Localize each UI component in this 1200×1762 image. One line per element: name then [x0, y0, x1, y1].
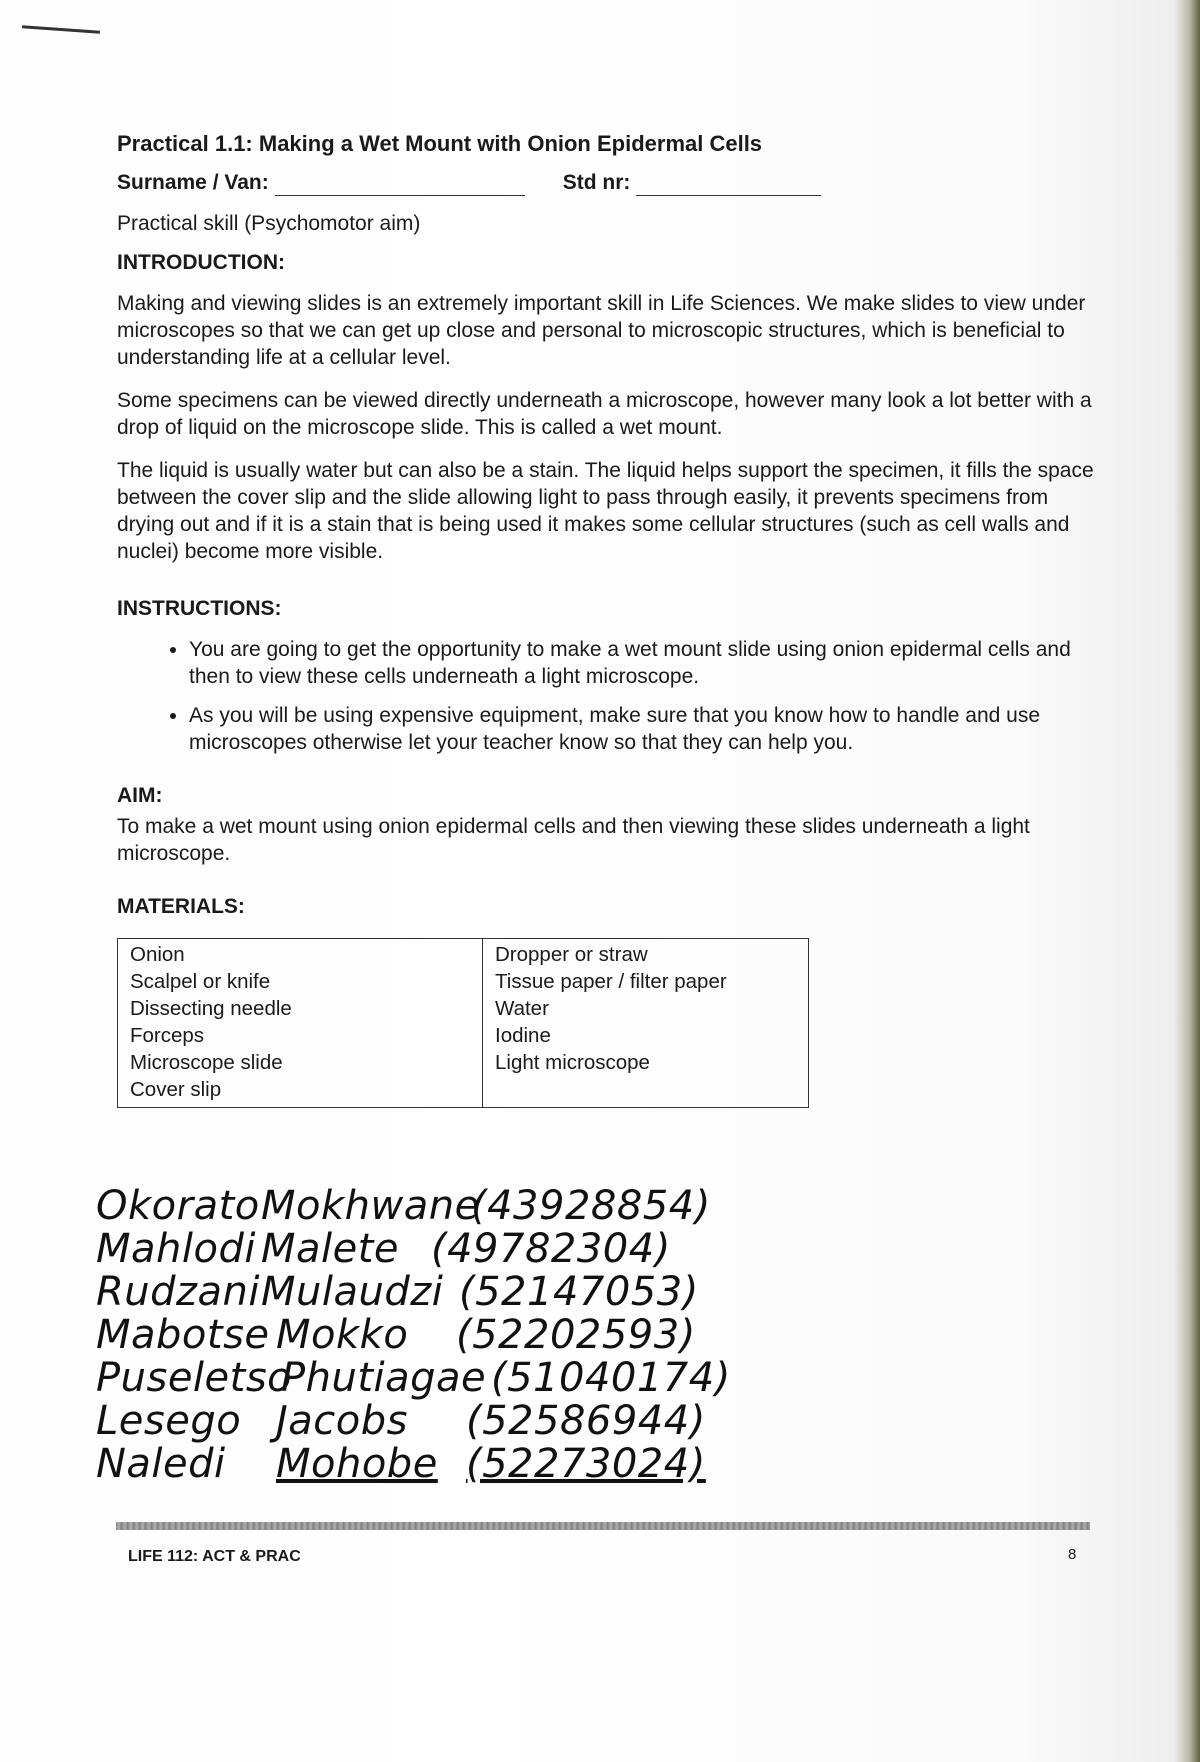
- material-item: Microscope slide: [130, 1051, 283, 1074]
- material-item: Cover slip: [130, 1078, 222, 1101]
- student-id: (49782304): [431, 1226, 671, 1272]
- page-edge-shadow: [1174, 0, 1200, 1762]
- surname-label: Surname / Van:: [117, 171, 269, 194]
- materials-column-1: [118, 939, 483, 1108]
- material-item: Scalpel or knife: [130, 970, 271, 993]
- aim-heading: AIM:: [117, 784, 163, 807]
- first-name: Mahlodi: [96, 1226, 256, 1272]
- instructions-heading: INSTRUCTIONS:: [117, 597, 282, 620]
- last-name: Mulaudzi: [261, 1269, 444, 1315]
- instruction-item-1: • You are going to get the opportunity to make a wet mount slide using onion epidermal cells and then to view these cells underneath a light microscope.: [189, 636, 1097, 690]
- practical-skill: Practical skill (Psychomotor aim): [117, 212, 421, 235]
- student-id: (52273024): [466, 1441, 706, 1487]
- introduction-heading: INTRODUCTION:: [117, 251, 285, 274]
- instructions-list: [117, 636, 1097, 756]
- material-item: Dissecting needle: [130, 997, 292, 1020]
- student-id: (51040174): [491, 1355, 731, 1401]
- material-item: Tissue paper / filter paper: [495, 970, 727, 993]
- std-number-blank[interactable]: [636, 175, 821, 196]
- material-item: Onion: [130, 943, 185, 966]
- handwritten-name-row: [96, 1357, 1096, 1400]
- last-name: Malete: [261, 1226, 400, 1272]
- handwritten-group-names: [96, 1185, 1096, 1486]
- student-id: (52202593): [456, 1312, 696, 1358]
- intro-paragraph-3: The liquid is usually water but can also be a stain. The liquid helps support the specimen, it fills the space between the cover slip and the slide allowing light to pass through easily, it prevents specimens from drying out and if it is a stain that is being used it makes some cellular structures (such as cell walls and nuclei) become more visible.: [117, 459, 1094, 563]
- worksheet-content: [117, 130, 1097, 1108]
- aim-text: To make a wet mount using onion epidermal cells and then viewing these slides underneath a light microscope.: [117, 815, 1030, 865]
- footer-course-label: LIFE 112: ACT & PRAC: [128, 1548, 301, 1565]
- handwritten-name-row: [96, 1185, 1096, 1228]
- handwritten-name-row: [96, 1271, 1096, 1314]
- student-id: (43928854): [471, 1183, 711, 1229]
- materials-heading: MATERIALS:: [117, 895, 245, 918]
- surname-blank[interactable]: [275, 175, 525, 196]
- student-id: (52147053): [459, 1269, 699, 1315]
- first-name: Rudzani: [96, 1269, 261, 1315]
- first-name: Lesego: [96, 1398, 242, 1444]
- first-name: Naledi: [96, 1441, 226, 1487]
- std-number-label: Std nr:: [562, 171, 631, 194]
- material-item: Light microscope: [495, 1051, 650, 1074]
- last-name: Mokhwane: [261, 1183, 480, 1229]
- student-id: (52586944): [466, 1398, 706, 1444]
- handwritten-name-row: [96, 1443, 1096, 1486]
- intro-paragraph-2: Some specimens can be viewed directly underneath a microscope, however many look a lot better with a drop of liquid on the microscope slide. This is called a wet mount.: [117, 389, 1092, 439]
- materials-column-2: [483, 939, 809, 1108]
- last-name: Jacobs: [276, 1398, 409, 1444]
- material-item: Forceps: [130, 1024, 205, 1047]
- materials-table: [117, 938, 809, 1108]
- handwritten-name-row: [96, 1228, 1096, 1271]
- material-item: Water: [495, 997, 549, 1020]
- first-name: Okorato: [96, 1183, 260, 1229]
- practical-title: Practical 1.1: Making a Wet Mount with Onion Epidermal Cells: [117, 131, 763, 156]
- handwritten-name-row: [96, 1314, 1096, 1357]
- handwritten-name-row: [96, 1400, 1096, 1443]
- last-name: Mohobe: [276, 1441, 438, 1487]
- last-name: Mokko: [276, 1312, 409, 1358]
- material-item: Dropper or straw: [495, 943, 648, 966]
- first-name: Puseletso: [96, 1355, 293, 1401]
- pen-mark: [22, 25, 100, 33]
- last-name: Phutiagae: [281, 1355, 487, 1401]
- material-item: Iodine: [495, 1024, 551, 1047]
- instruction-item-2: • As you will be using expensive equipment, make sure that you know how to handle and use microscopes otherwise let your teacher know so that they can help you.: [189, 702, 1097, 756]
- page-number: 8: [1068, 1546, 1077, 1563]
- footer-rule: [116, 1522, 1090, 1530]
- intro-paragraph-1: Making and viewing slides is an extremely important skill in Life Sciences. We make slides to view under microscopes so that we can get up close and personal to microscopic structures, which is beneficial to understanding life at a cellular level.: [117, 292, 1086, 369]
- student-details-row: [117, 169, 1097, 196]
- first-name: Mabotse: [96, 1312, 270, 1358]
